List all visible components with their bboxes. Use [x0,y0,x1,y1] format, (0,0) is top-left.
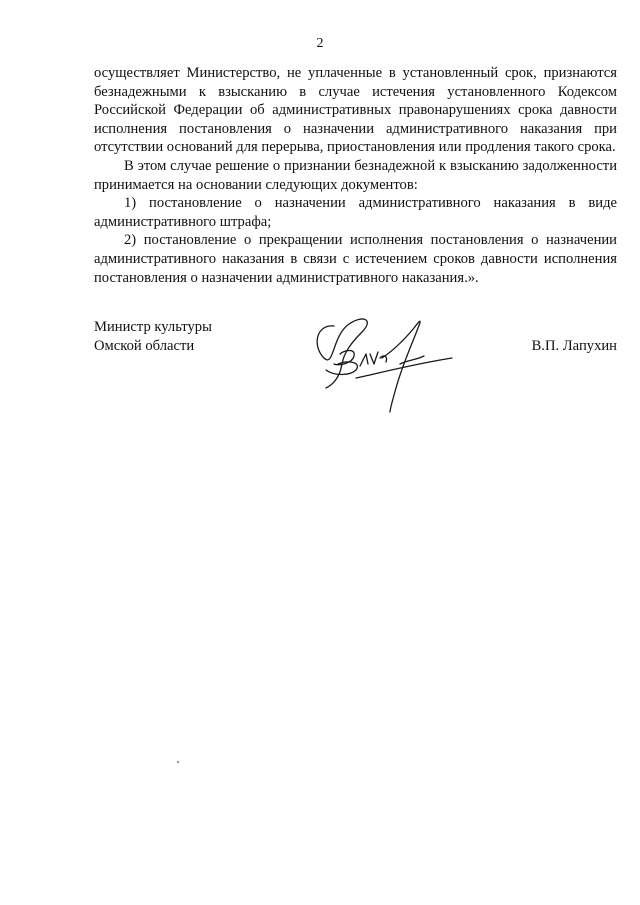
paragraph-decision-basis: В этом случае решение о признании безнадежной к взысканию задолженности принимается на основании следующих документов: [94,157,617,193]
signer-position [94,318,212,356]
page-number: 2 [316,36,324,51]
handwritten-signature-icon [304,306,464,416]
list-item-1: 1) постановление о назначении административного наказания в виде административного штрафа; [94,195,617,230]
list-item-2: 2) постановление о прекращении исполнения постановления о назначении административного наказания в связи с истечением сроков давности исполнения постановления о назначении административного наказания.». [94,232,617,286]
scan-speck [177,761,179,763]
signer-name: В.П. Лапухин [531,338,617,354]
document-body [94,64,617,287]
signer-position-title: Министр культуры [94,319,212,335]
paragraph-continuation: осуществляет Министерство, не уплаченные в установленный срок, признаются безнадежными к взысканию в случае истечения установленного Кодексом Российской Федерации об административных правонарушениях срока давности исполнения постановления о назначении административного наказания при отсутствии оснований для перерыва, приостановления или продления такого срока. [94,65,617,156]
signer-position-region: Омской области [94,338,195,354]
signature-block [94,318,617,418]
